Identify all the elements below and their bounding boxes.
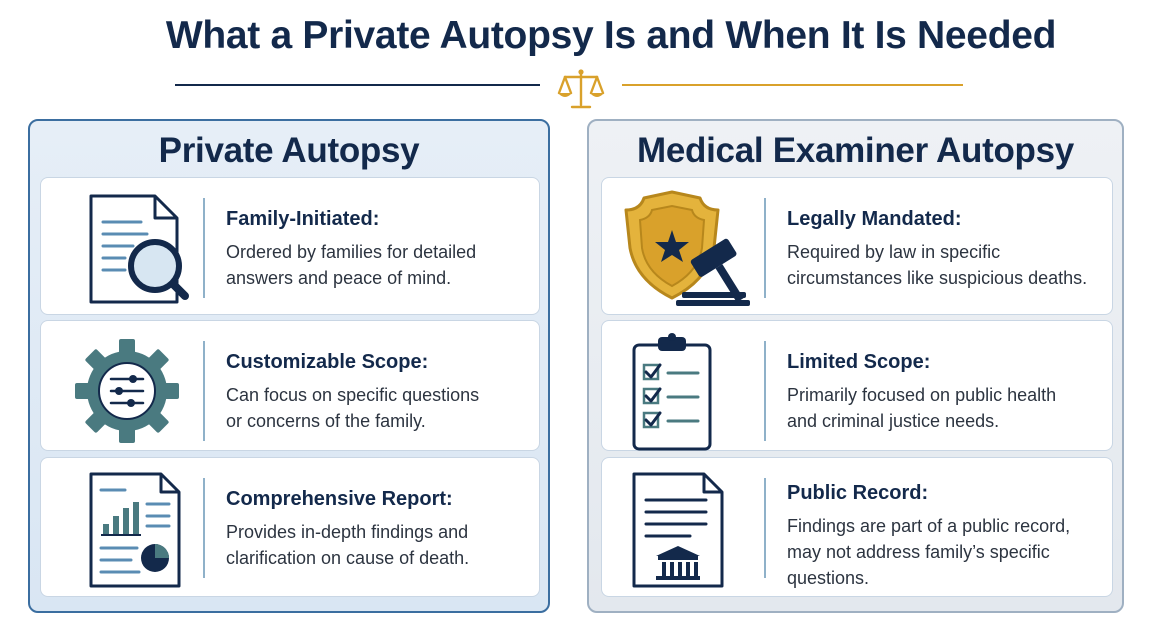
card-divider bbox=[203, 478, 205, 578]
card-description: Can focus on specific questions or concerns of the family. bbox=[226, 385, 480, 431]
medical-examiner-autopsy-panel bbox=[587, 119, 1124, 613]
card-divider bbox=[203, 341, 205, 441]
document-magnifier-icon bbox=[59, 188, 189, 308]
page-title: What a Private Autopsy Is and When It Is Needed bbox=[165, 14, 1057, 57]
info-card-limited-scope bbox=[601, 320, 1113, 451]
card-description: Required by law in specific circumstances like suspicious deaths. bbox=[787, 242, 1088, 288]
card-heading: Legally Mandated: bbox=[787, 208, 962, 230]
checklist-clipboard-icon bbox=[620, 331, 750, 451]
card-heading: Family-Initiated: bbox=[226, 208, 380, 230]
info-card-customizable-scope bbox=[40, 320, 540, 451]
card-heading: Customizable Scope: bbox=[226, 351, 429, 373]
title-divider-right bbox=[622, 84, 963, 86]
card-divider bbox=[203, 198, 205, 298]
card-description: Provides in-depth findings and clarification on cause of death. bbox=[226, 522, 470, 568]
card-description: Findings are part of a public record, may not address family’s specific questions. bbox=[787, 516, 1071, 588]
info-card-family-initiated bbox=[40, 177, 540, 315]
badge-gavel-icon bbox=[620, 188, 750, 308]
info-card-legally-mandated bbox=[601, 177, 1113, 315]
private-autopsy-panel bbox=[28, 119, 550, 613]
card-divider bbox=[764, 341, 766, 441]
public-record-document-icon bbox=[620, 468, 750, 588]
gear-sliders-icon bbox=[59, 331, 189, 451]
card-heading: Limited Scope: bbox=[787, 351, 931, 373]
card-heading: Comprehensive Report: bbox=[226, 488, 453, 510]
scales-of-justice-icon bbox=[556, 67, 606, 111]
card-heading: Public Record: bbox=[787, 482, 929, 504]
card-divider bbox=[764, 478, 766, 578]
info-card-public-record bbox=[601, 457, 1113, 597]
card-description: Ordered by families for detailed answers and peace of mind. bbox=[226, 242, 477, 288]
title-divider-left bbox=[175, 84, 540, 86]
card-description: Primarily focused on public health and criminal justice needs. bbox=[787, 385, 1057, 431]
info-card-comprehensive-report bbox=[40, 457, 540, 597]
card-divider bbox=[764, 198, 766, 298]
panel-title: Medical Examiner Autopsy bbox=[637, 131, 1074, 170]
report-chart-icon bbox=[59, 468, 189, 588]
panel-title: Private Autopsy bbox=[158, 131, 420, 170]
